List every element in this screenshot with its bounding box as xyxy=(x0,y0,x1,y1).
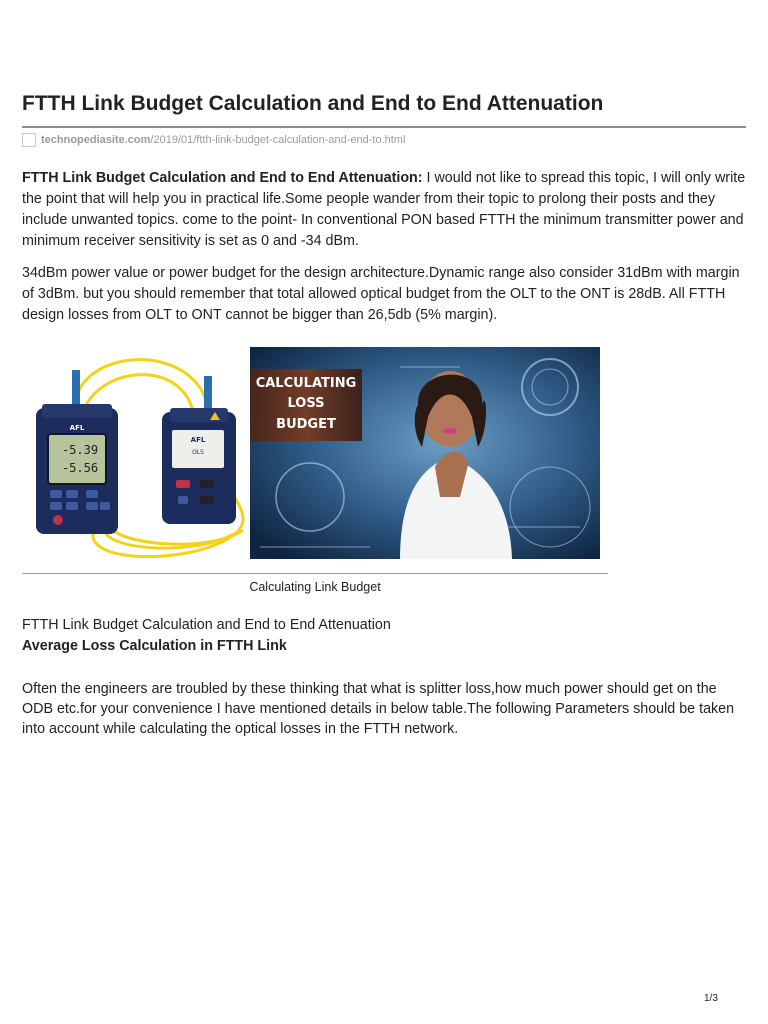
article-title: FTTH Link Budget Calculation and End to End Attenuation xyxy=(22,92,604,115)
intro-lead: FTTH Link Budget Calculation and End to End Attenuation: xyxy=(22,170,423,186)
power-meter-photo xyxy=(34,346,246,562)
page-number: 1/3 xyxy=(704,993,718,1004)
overlay-text-line-3: BUDGET xyxy=(276,417,336,432)
overlay-text-line-2: LOSS xyxy=(287,396,325,411)
source-brand-label: AFL xyxy=(190,436,206,444)
power-meter-device xyxy=(36,404,118,534)
source-path: /2019/01/ftth-link-budget-calculation-and-end-to.html xyxy=(150,134,406,146)
loss-budget-image xyxy=(250,347,600,559)
article-figure xyxy=(22,344,608,566)
intro-paragraph xyxy=(22,168,746,252)
intro-body: I would not like to spread this topic, I will only write the point that will help you in practical life.Some people wander from their topic to prolong their posts and they include unwanted topics. come to the point- In conventional PON based FTTH the minimum transmitter power and minimum receiver sensitivity is set as 0 and -34 dBm. xyxy=(22,170,746,249)
meter-reading-2: -5.56 xyxy=(61,461,99,475)
figure-caption: Calculating Link Budget xyxy=(249,580,381,594)
loss-calculation-paragraph: Often the engineers are troubled by these thinking that what is splitter loss,how much power should get on the ODB etc.for your convenience I have mentioned details in below table.The following Parameters should be taken into account while calculating the optical losses in the FTTH network. xyxy=(22,681,735,737)
subtitle-line: FTTH Link Budget Calculation and End to End Attenuation xyxy=(22,617,391,633)
favicon-icon xyxy=(22,133,36,147)
light-source-device xyxy=(162,408,236,524)
power-budget-paragraph: 34dBm power value or power budget for the design architecture.Dynamic range also consider 31dBm with margin of 3dBm. but you should remember that total allowed optical budget from the OLT to the ONT is 28dB. All FTTH design losses from OLT to ONT cannot be bigger than 26,5db (5% margin). xyxy=(22,265,740,323)
section-heading: Average Loss Calculation in FTTH Link xyxy=(22,638,287,654)
overlay-text-line-1: CALCULATING xyxy=(255,376,357,391)
source-link[interactable] xyxy=(22,131,405,149)
meter-brand-label: AFL xyxy=(69,424,85,432)
source-url[interactable] xyxy=(41,134,405,146)
source-domain: technopediasite.com xyxy=(41,134,151,146)
figure-divider xyxy=(22,573,608,574)
source-model-label: OLS xyxy=(192,449,204,456)
meter-reading-1: -5.39 xyxy=(61,443,99,457)
title-divider xyxy=(22,126,746,128)
